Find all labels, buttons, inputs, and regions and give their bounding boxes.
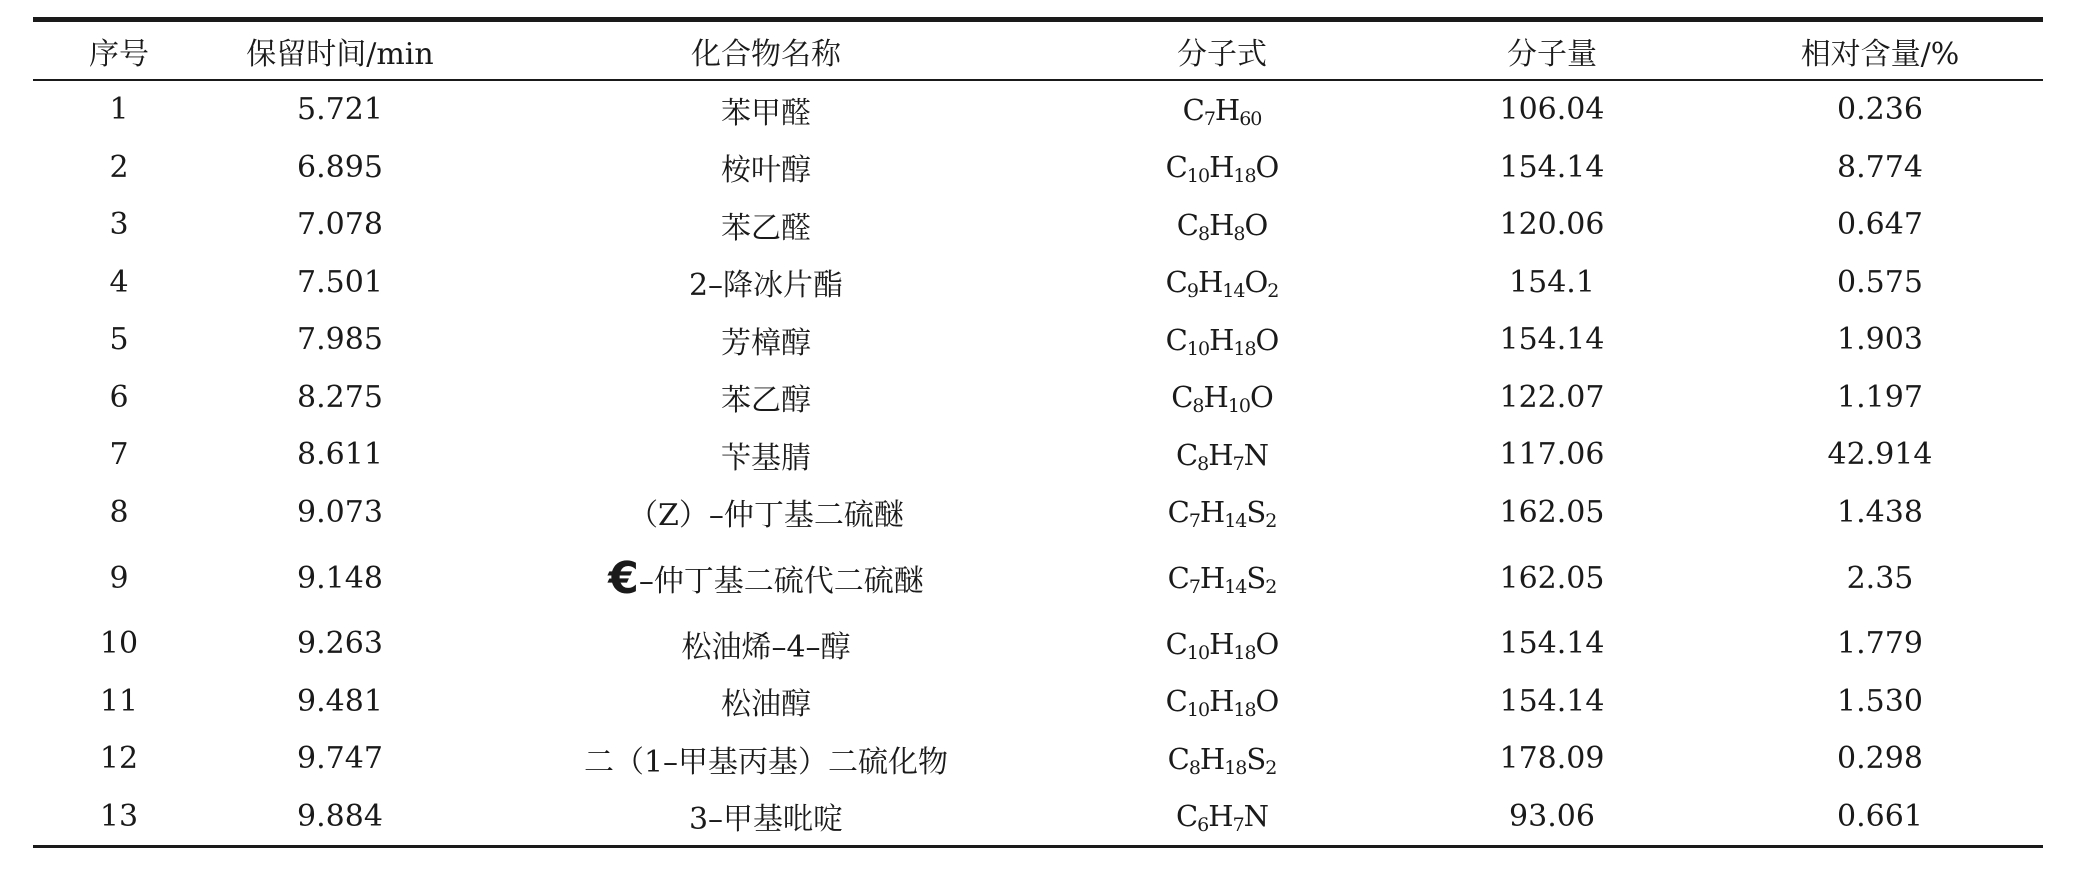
data-table-body [33, 81, 2043, 845]
formula-element: O [1244, 207, 1268, 242]
cell-relative-content: 1.438 [1837, 494, 1923, 530]
cell-serial-no: 1 [109, 92, 129, 128]
cell-retention-time: 9.073 [297, 494, 383, 530]
cell-molecular-weight: 154.14 [1499, 683, 1605, 719]
header-molecular-weight: 分子量 [1507, 36, 1597, 72]
formula-element: H [1197, 265, 1223, 300]
formula-element: H [1209, 684, 1234, 719]
cell-molecular-weight: 120.06 [1499, 207, 1605, 243]
table-bottom-rule [33, 845, 2043, 848]
cell-molecular-formula [1057, 311, 1387, 369]
cell-molecular-formula [1057, 788, 1387, 846]
formula-element: C [1182, 92, 1204, 127]
cell-relative-content: 8.774 [1837, 149, 1923, 185]
cell-relative-content: 0.647 [1837, 207, 1923, 243]
table-header [33, 22, 2043, 79]
formula-element: O [1250, 380, 1273, 415]
cell-retention-time: 7.078 [297, 207, 383, 243]
formula-subscript: 18 [1233, 641, 1256, 664]
cell-molecular-formula [1057, 673, 1387, 731]
cell-compound-name [475, 139, 1057, 197]
formula-element: O [1255, 150, 1279, 185]
cell-serial-no: 6 [109, 379, 129, 415]
formula-element: C [1176, 207, 1198, 242]
cell-compound-name [475, 673, 1057, 731]
cell-serial-no: 7 [109, 437, 129, 473]
cell-retention-time: 7.985 [297, 322, 383, 358]
cell-retention-time: 9.263 [297, 626, 383, 662]
table-row [33, 254, 2043, 312]
formula-subscript: 10 [1186, 699, 1210, 722]
cell-molecular-formula [1057, 196, 1387, 254]
cell-compound-name [475, 484, 1057, 542]
cell-compound-name [475, 615, 1057, 673]
cell-serial-no: 8 [109, 494, 129, 530]
formula-subscript: 6 [1197, 814, 1209, 837]
formula-element: C [1165, 322, 1187, 357]
formula-element: C [1167, 561, 1189, 595]
cell-compound-name [475, 196, 1057, 254]
cell-relative-content: 1.530 [1837, 683, 1923, 719]
table-row [33, 139, 2043, 197]
cell-relative-content: 0.661 [1837, 798, 1923, 834]
formula-element: H [1209, 322, 1234, 357]
table-row [33, 196, 2043, 254]
formula-element: H [1208, 799, 1233, 834]
cell-retention-time: 9.148 [297, 560, 383, 596]
formula-element: C [1171, 380, 1193, 415]
formula-element: H [1209, 150, 1234, 185]
compound-name-text: 芳樟醇 [721, 325, 811, 361]
formula-subscript: 7 [1203, 107, 1215, 130]
header-row [33, 22, 2043, 79]
cell-retention-time: 8.275 [297, 379, 383, 415]
cell-molecular-formula [1057, 615, 1387, 673]
formula-element: C [1167, 741, 1189, 776]
cell-molecular-weight: 106.04 [1499, 92, 1605, 128]
cell-molecular-weight: 122.07 [1499, 379, 1605, 415]
cell-serial-no: 2 [109, 149, 129, 185]
formula-subscript: 2 [1265, 576, 1277, 598]
cell-relative-content: 42.914 [1827, 437, 1933, 473]
cell-serial-no: 13 [99, 798, 139, 834]
cell-molecular-formula [1057, 254, 1387, 312]
formula-element: H [1209, 626, 1234, 661]
compound-name-text: 3–甲基吡啶 [688, 802, 844, 838]
formula-element: H [1214, 92, 1240, 127]
formula-subscript: 14 [1224, 576, 1247, 598]
cell-relative-content: 0.575 [1837, 264, 1923, 300]
cell-molecular-weight: 154.14 [1499, 322, 1605, 358]
header-compound-name: 化合物名称 [691, 36, 841, 72]
compound-name-text: 苯乙醇 [721, 383, 811, 419]
formula-subscript: 7 [1188, 510, 1200, 533]
formula-subscript: 10 [1186, 337, 1210, 360]
formula-element: N [1243, 799, 1269, 834]
compound-table [33, 17, 2043, 848]
formula-subscript: 7 [1188, 576, 1200, 598]
cell-compound-name [475, 541, 1057, 615]
cell-retention-time: 5.721 [297, 92, 383, 128]
formula-subscript: 8 [1188, 756, 1200, 779]
cell-serial-no: 12 [99, 741, 139, 777]
cell-retention-time: 7.501 [297, 264, 383, 300]
cell-compound-name [475, 730, 1057, 788]
compound-name-text: 松油烯–4–醇 [681, 629, 851, 665]
cell-molecular-formula [1057, 484, 1387, 542]
table-row [33, 730, 2043, 788]
table-row [33, 615, 2043, 673]
cell-molecular-weight: 178.09 [1499, 741, 1605, 777]
cell-serial-no: 5 [109, 322, 129, 358]
header-relative-content: 相对含量/% [1800, 36, 1960, 72]
formula-subscript: 10 [1186, 165, 1210, 188]
cell-compound-name [475, 254, 1057, 312]
cell-compound-name [475, 311, 1057, 369]
cell-retention-time: 9.481 [297, 683, 383, 719]
cell-relative-content: 1.779 [1837, 626, 1923, 662]
compound-name-text: 桉叶醇 [721, 153, 811, 189]
cell-molecular-weight: 93.06 [1509, 798, 1595, 834]
formula-subscript: 10 [1186, 641, 1210, 664]
cell-compound-name [475, 81, 1057, 139]
compound-name-text: （Z）–仲丁基二硫醚 [628, 498, 904, 534]
compound-name-text: 2–降冰片酯 [688, 268, 844, 304]
header-molecular-formula: 分子式 [1177, 36, 1267, 72]
cell-retention-time: 9.884 [297, 798, 383, 834]
formula-subscript: 8 [1197, 222, 1210, 245]
compound-name-text: 苄基腈 [721, 440, 811, 476]
table-row [33, 81, 2043, 139]
cell-molecular-formula [1057, 81, 1387, 139]
compound-name-text: 苯甲醛 [721, 95, 811, 131]
formula-element: H [1203, 380, 1228, 415]
formula-subscript: 2 [1265, 510, 1277, 533]
compound-name-text: 松油醇 [721, 687, 811, 723]
formula-subscript: 7 [1232, 452, 1244, 475]
cell-molecular-weight: 162.05 [1499, 494, 1605, 530]
table-row [33, 788, 2043, 846]
cell-molecular-formula [1057, 730, 1387, 788]
formula-element: H [1199, 561, 1225, 595]
formula-subscript: 8 [1192, 395, 1204, 418]
formula-subscript: 18 [1224, 756, 1247, 779]
formula-element: H [1199, 741, 1225, 776]
formula-element: N [1243, 437, 1269, 472]
cell-molecular-formula [1057, 369, 1387, 427]
formula-subscript: 10 [1227, 395, 1250, 418]
formula-subscript: 60 [1239, 107, 1262, 130]
cell-retention-time: 6.895 [297, 149, 383, 185]
cell-compound-name [475, 788, 1057, 846]
cell-retention-time: 8.611 [297, 437, 383, 473]
cell-relative-content: 2.35 [1846, 560, 1914, 596]
formula-element: C [1175, 799, 1198, 834]
table-body [33, 81, 2043, 845]
formula-element: H [1209, 207, 1234, 242]
formula-subscript: 14 [1224, 510, 1247, 533]
compound-name-prefix-glyph: € [608, 552, 639, 604]
cell-relative-content: 1.197 [1837, 379, 1923, 415]
table-row [33, 369, 2043, 427]
cell-serial-no: 10 [99, 626, 139, 662]
formula-element: C [1165, 150, 1187, 185]
formula-subscript: 2 [1265, 756, 1277, 779]
compound-name-text: 二（1–甲基丙基）二硫化物 [583, 744, 949, 780]
formula-subscript: 2 [1267, 280, 1279, 303]
formula-subscript: 8 [1233, 222, 1245, 245]
header-retention-time: 保留时间/min [246, 36, 434, 72]
cell-molecular-weight: 117.06 [1499, 437, 1605, 473]
cell-compound-name [475, 369, 1057, 427]
table-row [33, 426, 2043, 484]
cell-relative-content: 1.903 [1837, 322, 1923, 358]
formula-subscript: 18 [1233, 699, 1256, 722]
cell-relative-content: 0.236 [1837, 92, 1923, 128]
cell-compound-name [475, 426, 1057, 484]
formula-element: H [1208, 437, 1233, 472]
formula-element: O [1255, 626, 1279, 661]
table-row [33, 673, 2043, 731]
cell-serial-no: 4 [109, 264, 129, 300]
formula-element: C [1165, 684, 1187, 719]
table-row [33, 311, 2043, 369]
formula-element: C [1165, 626, 1187, 661]
formula-subscript: 8 [1197, 452, 1209, 475]
cell-serial-no: 3 [109, 207, 129, 243]
cell-relative-content: 0.298 [1837, 741, 1923, 777]
formula-element: O [1244, 265, 1268, 300]
formula-element: C [1167, 495, 1189, 530]
data-table [33, 22, 2043, 79]
formula-subscript: 9 [1186, 280, 1198, 303]
cell-molecular-weight: 162.05 [1499, 560, 1605, 596]
cell-molecular-weight: 154.14 [1499, 626, 1605, 662]
cell-molecular-formula [1057, 139, 1387, 197]
formula-subscript: 18 [1233, 165, 1256, 188]
cell-molecular-weight: 154.14 [1499, 149, 1605, 185]
compound-name-text: –仲丁基二硫代二硫醚 [638, 563, 924, 599]
formula-subscript: 14 [1222, 280, 1245, 303]
formula-element: S [1246, 495, 1266, 530]
cell-retention-time: 9.747 [297, 741, 383, 777]
formula-element: C [1175, 437, 1198, 472]
formula-element: O [1255, 684, 1279, 719]
table-row [33, 484, 2043, 542]
cell-serial-no: 11 [99, 683, 139, 719]
compound-name-text: 苯乙醛 [721, 210, 811, 246]
cell-serial-no: 9 [109, 560, 129, 596]
formula-subscript: 18 [1233, 337, 1256, 360]
cell-molecular-formula [1057, 426, 1387, 484]
cell-molecular-formula [1057, 541, 1387, 615]
cell-molecular-weight: 154.1 [1509, 264, 1595, 300]
formula-element: S [1246, 741, 1266, 776]
header-serial-no: 序号 [89, 36, 149, 72]
table-row [33, 541, 2043, 615]
formula-subscript: 7 [1232, 814, 1244, 837]
formula-element: S [1246, 561, 1266, 595]
formula-element: O [1255, 322, 1279, 357]
formula-element: H [1199, 495, 1225, 530]
formula-element: C [1165, 265, 1187, 300]
